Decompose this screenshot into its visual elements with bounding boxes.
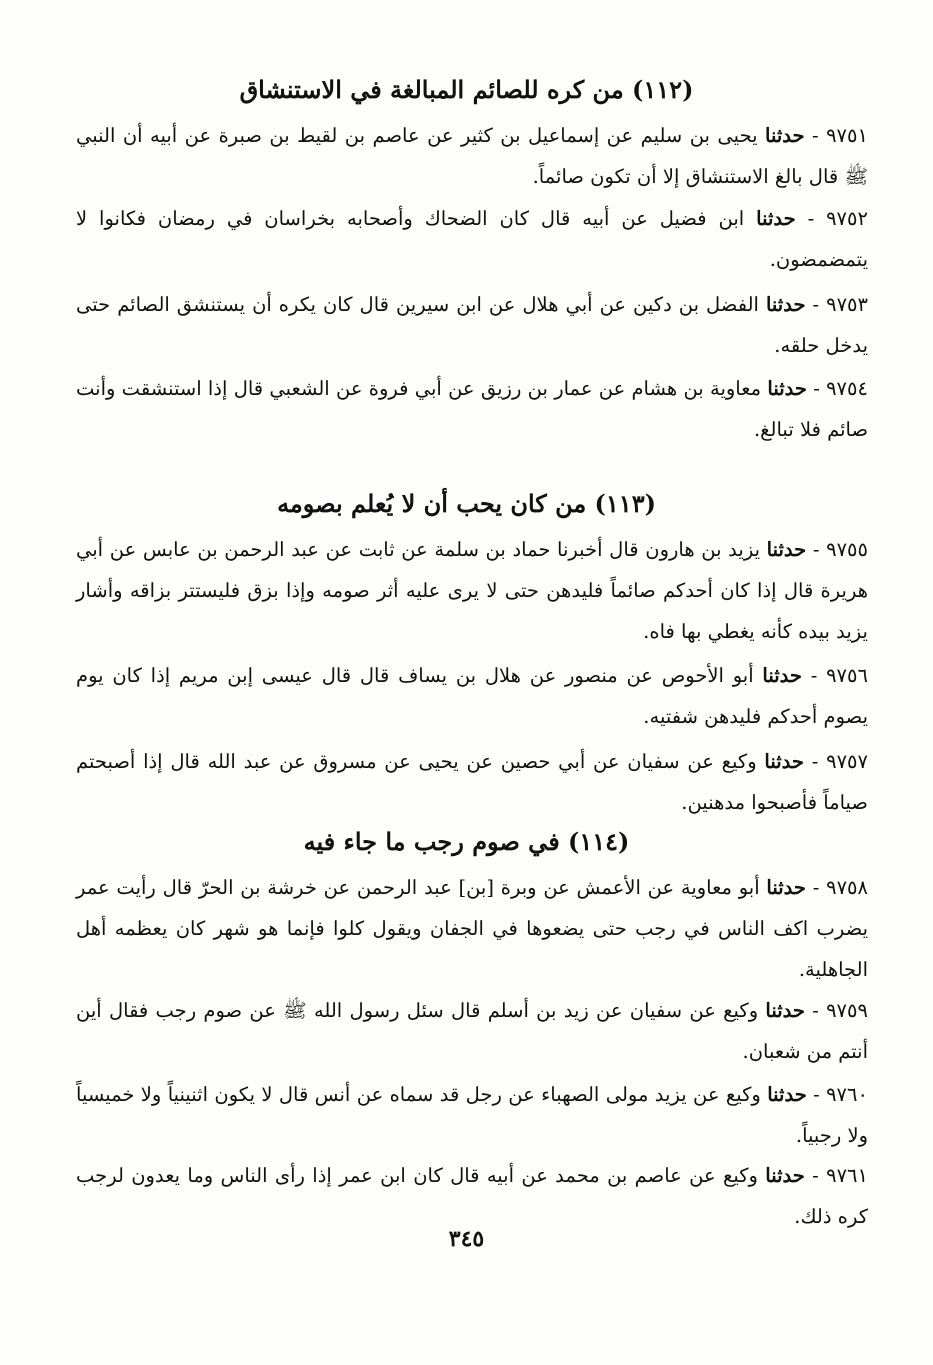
- hadith-text: أبو معاوية عن الأعمش عن وبرة [بن] عبد الرحمن عن خرشة بن الحرّ قال رأيت عمر يضرب اكف الناس في رجب حتى يضعوها في الجفان ويقول كلوا فإنما هو شهر كان يعظمه أهل الجاهلية.: [76, 876, 868, 981]
- hadith-number: ٩٧٥٥: [826, 538, 868, 561]
- chapter-heading-113: (١١٣) من كان يحب أن لا يُعلم بصومه: [277, 489, 656, 518]
- hadith-lead: حدثنا: [765, 999, 805, 1022]
- hadith-number: ٩٧٥٦: [826, 664, 868, 687]
- hadith-number: ٩٧٦٠: [826, 1083, 868, 1106]
- hadith-entry: ٩٧٦٠ - حدثنا وكيع عن يزيد مولى الصهباء عن رجل قد سماه عن أنس قال لا يكون اثنينياً ولا خميسياً ولا رجبياً.: [76, 1083, 868, 1147]
- hadith-lead: حدثنا: [765, 124, 805, 147]
- hadith-lead: حدثنا: [766, 538, 807, 561]
- chapter-heading-114: (١١٤) في صوم رجب ما جاء فيه: [303, 827, 630, 856]
- hadith-number: ٩٧٦١: [826, 1164, 868, 1187]
- hadith-entry: ٩٧٥٢ - حدثنا ابن فضيل عن أبيه قال كان الضحاك وأصحابه بخراسان في رمضان فكانوا لا يتمضمضون.: [76, 207, 868, 271]
- hadith-entry: ٩٧٥٨ - حدثنا أبو معاوية عن الأعمش عن وبرة [بن] عبد الرحمن عن خرشة بن الحرّ قال رأيت عمر يضرب اكف الناس في رجب حتى يضعوها في الجفان ويقول كلوا فإنما هو شهر كان يعظمه أهل الجاهلية.: [76, 876, 868, 981]
- hadith-lead: حدثنا: [766, 876, 806, 899]
- hadith-text: الفضل بن دكين عن أبي هلال عن ابن سيرين قال كان يكره أن يستنشق الصائم حتى يدخل حلقه.: [76, 293, 868, 357]
- hadith-entry: ٩٧٥٣ - حدثنا الفضل بن دكين عن أبي هلال عن ابن سيرين قال كان يكره أن يستنشق الصائم حتى يدخل حلقه.: [76, 293, 868, 357]
- hadith-lead: حدثنا: [767, 377, 807, 400]
- hadith-entry: ٩٧٥٧ - حدثنا وكيع عن سفيان عن أبي حصين عن يحيى عن مسروق عن عبد الله قال إذا أصبحتم صياماً فأصبحوا مدهنين.: [76, 750, 869, 814]
- hadith-entry: ٩٧٥١ - حدثنا يحيى بن سليم عن إسماعيل بن كثير عن عاصم بن لقيط بن صبرة عن أبيه أن النبي ﷺ قال بالغ الاستنشاق إلا أن تكون صائماً.: [76, 124, 868, 188]
- hadith-text: يحيى بن سليم عن إسماعيل بن كثير عن عاصم بن لقيط بن صبرة عن أبيه أن النبي ﷺ قال بالغ الاستنشاق إلا أن تكون صائماً.: [76, 124, 868, 188]
- hadith-text: يزيد بن هارون قال أخبرنا حماد بن سلمة عن ثابت عن عبد الرحمن بن عابس عن أبي هريرة قال إذا كان أحدكم صائماً فليدهن حتى لا يرى عليه أثر صومه وإذا بزق فليستتر بزاقه وأشار يزيد بيده كأنه يغطي بها فاه.: [76, 538, 868, 643]
- page-number: ٣٤٥: [448, 1226, 485, 1252]
- hadith-lead: حدثنا: [765, 293, 806, 316]
- hadith-number: ٩٧٥٣: [826, 293, 868, 316]
- hadith-text: وكيع عن سفيان عن زيد بن أسلم قال سئل رسول الله ﷺ عن صوم رجب فقال أين أنتم من شعبان.: [76, 999, 868, 1063]
- hadith-number: ٩٧٥٩: [826, 999, 868, 1022]
- hadith-number: ٩٧٥٧: [826, 750, 869, 773]
- hadith-text: وكيع عن عاصم بن محمد عن أبيه قال كان ابن عمر إذا رأى الناس وما يعدون لرجب كره ذلك.: [76, 1164, 868, 1228]
- hadith-entry: ٩٧٥٦ - حدثنا أبو الأحوص عن منصور عن هلال بن يساف قال قال عيسى إبن مريم إذا كان يوم يصوم أحدكم فليدهن شفتيه.: [76, 664, 868, 728]
- hadith-number: ٩٧٥٢: [826, 207, 868, 230]
- hadith-entry: ٩٧٥٥ - حدثنا يزيد بن هارون قال أخبرنا حماد بن سلمة عن ثابت عن عبد الرحمن بن عابس عن أبي هريرة قال إذا كان أحدكم صائماً فليدهن حتى لا يرى عليه أثر صومه وإذا بزق فليستتر بزاقه وأشار يزيد بيده كأنه يغطي بها فاه.: [76, 538, 868, 643]
- hadith-text: أبو الأحوص عن منصور عن هلال بن يساف قال قال عيسى إبن مريم إذا كان يوم يصوم أحدكم فليدهن شفتيه.: [76, 664, 868, 728]
- hadith-lead: حدثنا: [765, 1164, 805, 1187]
- hadith-text: ابن فضيل عن أبيه قال كان الضحاك وأصحابه بخراسان في رمضان فكانوا لا يتمضمضون.: [76, 207, 868, 271]
- hadith-lead: حدثنا: [756, 207, 796, 230]
- hadith-number: ٩٧٥١: [826, 124, 868, 147]
- hadith-text: وكيع عن سفيان عن أبي حصين عن يحيى عن مسروق عن عبد الله قال إذا أصبحتم صياماً فأصبحوا مدهنين.: [76, 750, 868, 814]
- hadith-text: وكيع عن يزيد مولى الصهباء عن رجل قد سماه عن أنس قال لا يكون اثنينياً ولا خميسياً ولا رجبياً.: [76, 1083, 868, 1147]
- hadith-lead: حدثنا: [767, 1083, 807, 1106]
- hadith-number: ٩٧٥٨: [826, 876, 868, 899]
- hadith-entry: ٩٧٦١ - حدثنا وكيع عن عاصم بن محمد عن أبيه قال كان ابن عمر إذا رأى الناس وما يعدون لرجب كره ذلك.: [76, 1164, 868, 1228]
- hadith-lead: حدثنا: [764, 750, 804, 773]
- hadith-lead: حدثنا: [762, 664, 802, 687]
- hadith-text: معاوية بن هشام عن عمار بن رزيق عن أبي فروة عن الشعبي قال إذا استنشقت وأنت صائم فلا تبالغ.: [76, 377, 868, 441]
- hadith-entry: ٩٧٥٤ - حدثنا معاوية بن هشام عن عمار بن رزيق عن أبي فروة عن الشعبي قال إذا استنشقت وأنت صائم فلا تبالغ.: [76, 377, 868, 441]
- hadith-number: ٩٧٥٤: [826, 377, 868, 400]
- chapter-heading-112: (١١٢) من كره للصائم المبالغة في الاستنشاق: [239, 75, 694, 104]
- hadith-entry: ٩٧٥٩ - حدثنا وكيع عن سفيان عن زيد بن أسلم قال سئل رسول الله ﷺ عن صوم رجب فقال أين أنتم من شعبان.: [76, 999, 868, 1063]
